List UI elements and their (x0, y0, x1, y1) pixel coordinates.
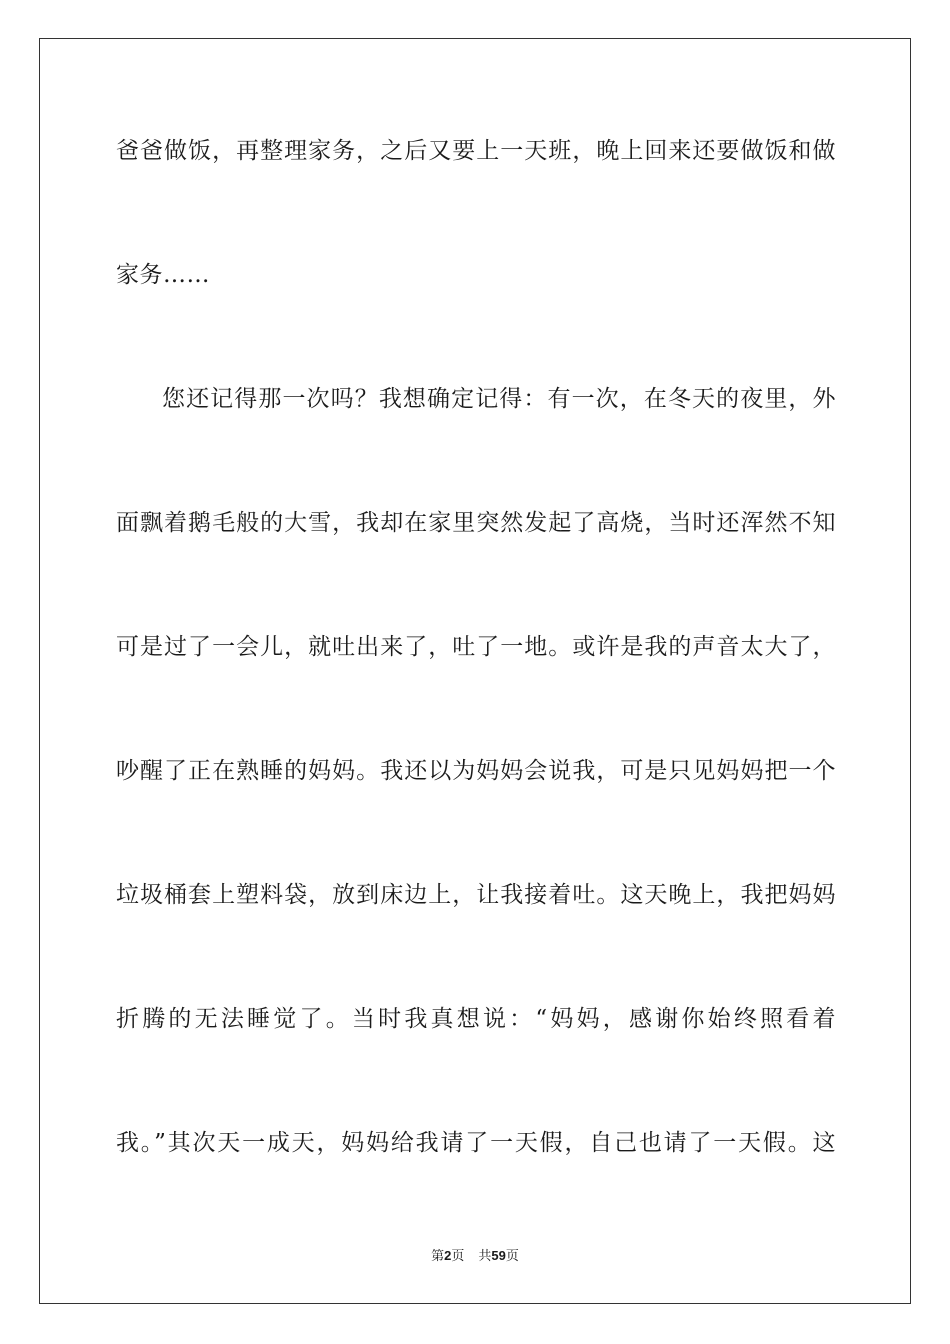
text-line-9: 我。”其次天一成天，妈妈给我请了一天假，自己也请了一天假。这 (116, 1130, 836, 1156)
total-pages: 59 (491, 1248, 506, 1263)
page-border (39, 38, 911, 1304)
page-suffix: 页 (451, 1249, 465, 1264)
total-prefix: 共 (478, 1249, 492, 1264)
page-footer (0, 1248, 950, 1265)
text-line-8: 折腾的无法睡觉了。当时我真想说：“妈妈，感谢你始终照看着 (116, 1006, 836, 1032)
text-line-1: 爸爸做饭，再整理家务，之后又要上一天班，晚上回来还要做饭和做 (116, 138, 836, 164)
text-line-5: 可是过了一会儿，就吐出来了，吐了一地。或许是我的声音太大了， (116, 634, 836, 660)
page-number: 2 (444, 1248, 452, 1263)
text-line-6: 吵醒了正在熟睡的妈妈。我还以为妈妈会说我，可是只见妈妈把一个 (116, 758, 836, 784)
total-suffix: 页 (505, 1249, 519, 1264)
text-line-7: 垃圾桶套上塑料袋，放到床边上，让我接着吐。这天晚上，我把妈妈 (116, 882, 836, 908)
text-line-3: 您还记得那一次吗？我想确定记得：有一次，在冬天的夜里，外 (162, 386, 836, 412)
text-line-4: 面飘着鹅毛般的大雪，我却在家里突然发起了高烧，当时还浑然不知 (116, 510, 836, 536)
page-prefix: 第 (431, 1249, 445, 1264)
text-line-2: 家务…… (116, 262, 210, 288)
